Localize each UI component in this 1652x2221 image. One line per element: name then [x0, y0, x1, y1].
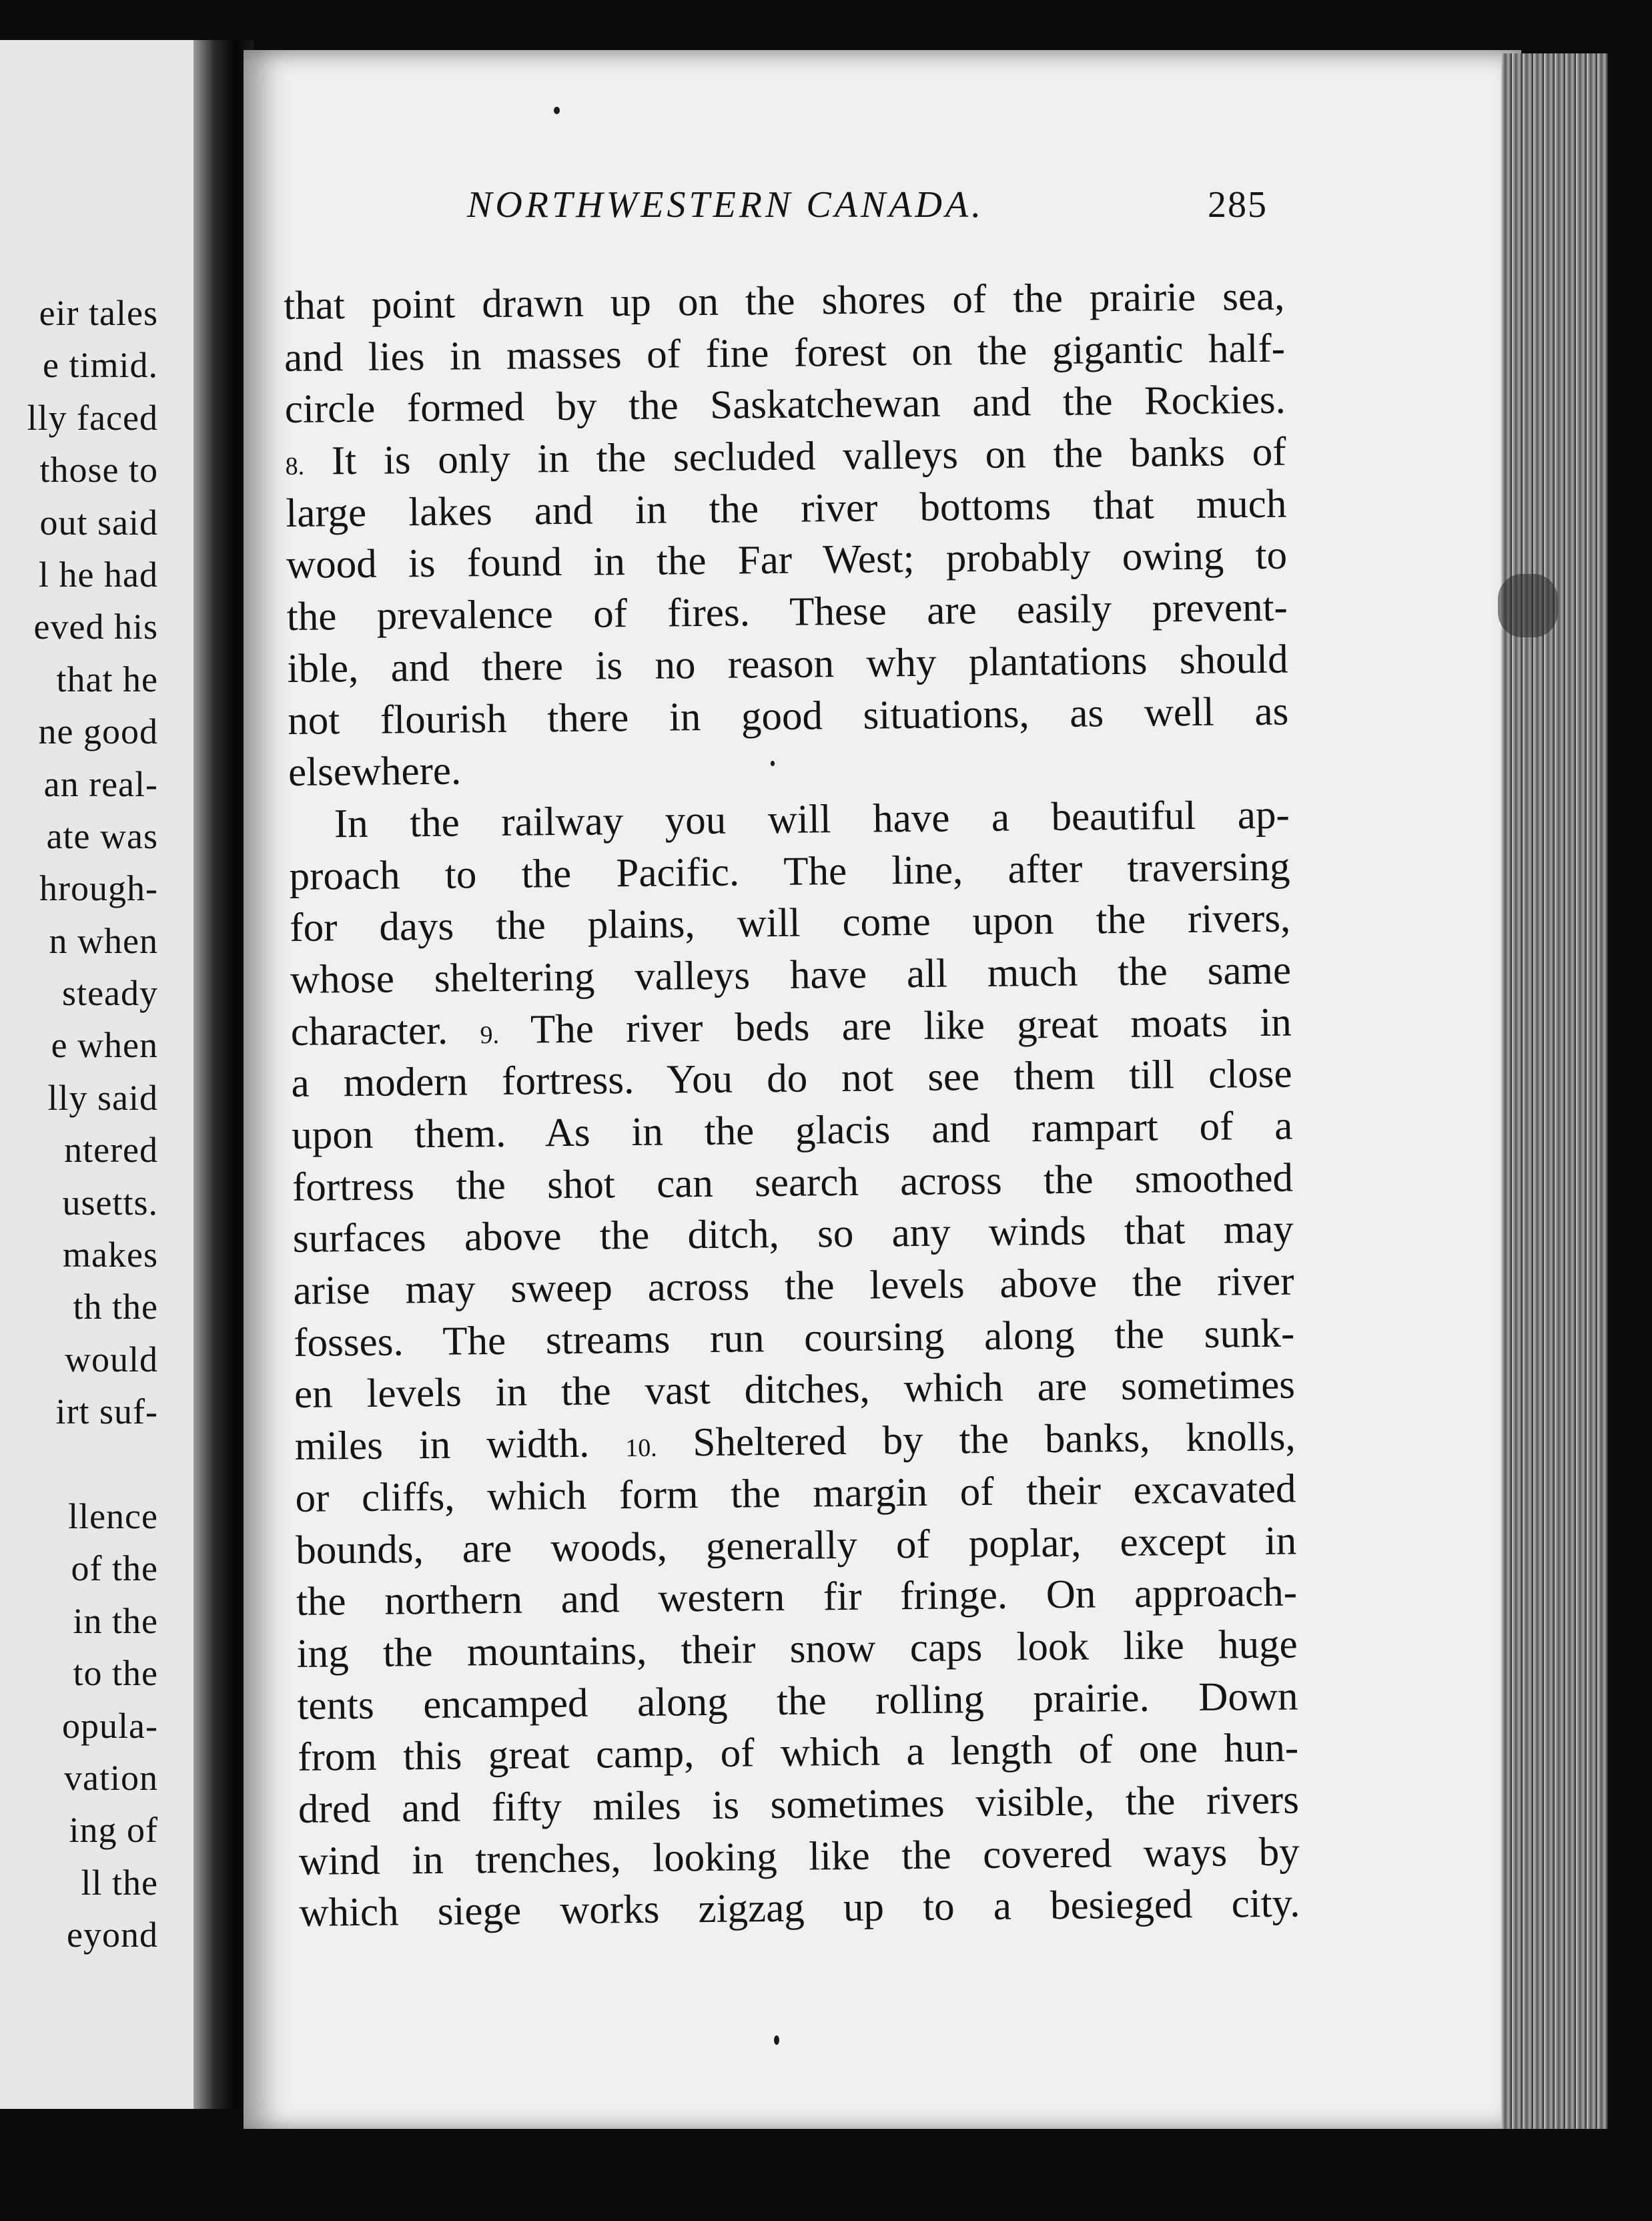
text-line-content: miles in width. [294, 1421, 590, 1470]
left-page-line: that he [56, 659, 158, 699]
paragraph-number: 10. [625, 1434, 657, 1463]
text-line: In the railway you will have a beautiful ap- [334, 792, 1290, 847]
text-line: whose sheltering valleys have all much the same [290, 948, 1292, 1002]
text-line: surfaces above the ditch, so any winds that may [292, 1207, 1294, 1262]
body-text [284, 271, 1300, 1939]
running-head [467, 184, 1268, 237]
left-page-line: in the [73, 1600, 158, 1641]
running-title: NORTHWESTERN CANADA. [467, 184, 985, 226]
left-page-line: out said [39, 502, 158, 543]
text-line: for days the plains, will come upon the rivers, [289, 896, 1291, 951]
left-page-line: e timid. [43, 345, 158, 386]
ink-speck [554, 107, 560, 114]
left-page-line: lly faced [27, 397, 158, 438]
left-page-line: vation [64, 1757, 158, 1798]
left-facing-page [0, 40, 200, 2109]
left-page-line: l he had [39, 554, 158, 595]
scan-background-bottom [0, 2129, 1652, 2221]
left-page-line: an real- [43, 763, 158, 804]
left-page-line: lly said [47, 1077, 158, 1118]
left-page-line: those to [39, 450, 158, 491]
text-line: proach to the Pacific. The line, after traversing [289, 844, 1290, 899]
text-line: circle formed by the Saskatchewan and the Rockies. [284, 377, 1286, 432]
text-line: and lies in masses of fine forest on the gigantic half- [284, 326, 1286, 380]
text-line: ible, and there is no reason why plantations should [287, 637, 1288, 691]
text-line: large lakes and in the river bottoms that much [286, 481, 1287, 536]
ink-speck [771, 761, 775, 766]
ink-speck [774, 2035, 779, 2045]
left-page-line: n when [49, 920, 158, 961]
text-line: the prevalence of fires. These are easily prevent- [286, 585, 1288, 640]
left-page-line: ing of [69, 1810, 158, 1851]
left-page-line: ll the [81, 1862, 158, 1903]
text-line: ing the mountains, their snow caps look like huge [296, 1622, 1298, 1676]
text-line-content: It is only in the secluded valleys on the banks of [331, 429, 1286, 484]
left-page-line: usetts. [62, 1182, 158, 1223]
text-line: not flourish there in good situations, as well as [288, 689, 1289, 743]
page-smudge [1498, 574, 1558, 637]
page-number: 285 [1208, 184, 1268, 226]
text-line-content: The river beds are like great moats in [530, 1000, 1292, 1052]
text-line: a modern fortress. You do not see them till close [291, 1051, 1292, 1106]
text-line: the northern and western fir fringe. On approach- [296, 1570, 1298, 1625]
text-line: fortress the shot can search across the smoothed [292, 1155, 1294, 1210]
text-line: dred and fifty miles is sometimes visible, the rivers [298, 1777, 1300, 1832]
text-line: that point drawn up on the shores of the prairie sea, [284, 274, 1285, 328]
left-page-line: irt suf- [55, 1391, 158, 1432]
left-page-line: eyond [67, 1915, 158, 1955]
text-line: wind in trenches, looking like the covered ways by [298, 1829, 1300, 1884]
page-edges [1501, 53, 1608, 2129]
left-page-line: eved his [33, 607, 158, 647]
text-line: which siege works zigzag up to a besieged city. [299, 1881, 1300, 1936]
paragraph-number: 8. [285, 452, 305, 481]
left-page-line: hrough- [39, 868, 158, 909]
text-line: tents encamped along the rolling prairie. Down [297, 1674, 1298, 1728]
left-page-line: would [65, 1339, 158, 1379]
left-page-line: opula- [62, 1705, 158, 1746]
left-page-line: to the [73, 1653, 158, 1694]
left-page-line: steady [62, 973, 158, 1014]
left-page-line: ne good [38, 711, 158, 752]
left-page-line: ntered [64, 1130, 158, 1171]
left-page-line: makes [63, 1235, 158, 1275]
text-line: upon them. As in the glacis and rampart of a [291, 1103, 1293, 1158]
text-line: wood is found in the Far West; probably owing to [286, 533, 1288, 588]
text-line: or cliffs, which form the margin of their excavated [295, 1466, 1296, 1521]
paragraph-number: 9. [480, 1020, 500, 1049]
left-page-text-fragments [0, 287, 158, 1961]
text-line-content: character. [290, 1008, 448, 1054]
text-line-content: Sheltered by the banks, knolls, [693, 1414, 1296, 1466]
text-line [285, 426, 1286, 488]
text-line [290, 996, 1292, 1058]
text-line: elsewhere. [288, 748, 462, 796]
text-line: en levels in the vast ditches, which are sometimes [294, 1362, 1296, 1417]
text-line: from this great camp, of which a length of one hun- [297, 1725, 1299, 1781]
text-line: bounds, are woods, generally of poplar, except in [295, 1518, 1297, 1573]
left-page-line [0, 1438, 158, 1490]
left-page-line: ate was [46, 816, 158, 856]
text-line: fosses. The streams run coursing along the sunk- [293, 1311, 1295, 1365]
left-page-line: th the [73, 1287, 158, 1327]
left-page-line: eir tales [39, 293, 158, 333]
text-line: arise may sweep across the levels above the river [293, 1259, 1294, 1313]
left-page-line: e when [51, 1025, 158, 1066]
text-line [294, 1411, 1296, 1473]
left-page-line: llence [68, 1496, 158, 1536]
left-page-line: of the [71, 1548, 158, 1589]
